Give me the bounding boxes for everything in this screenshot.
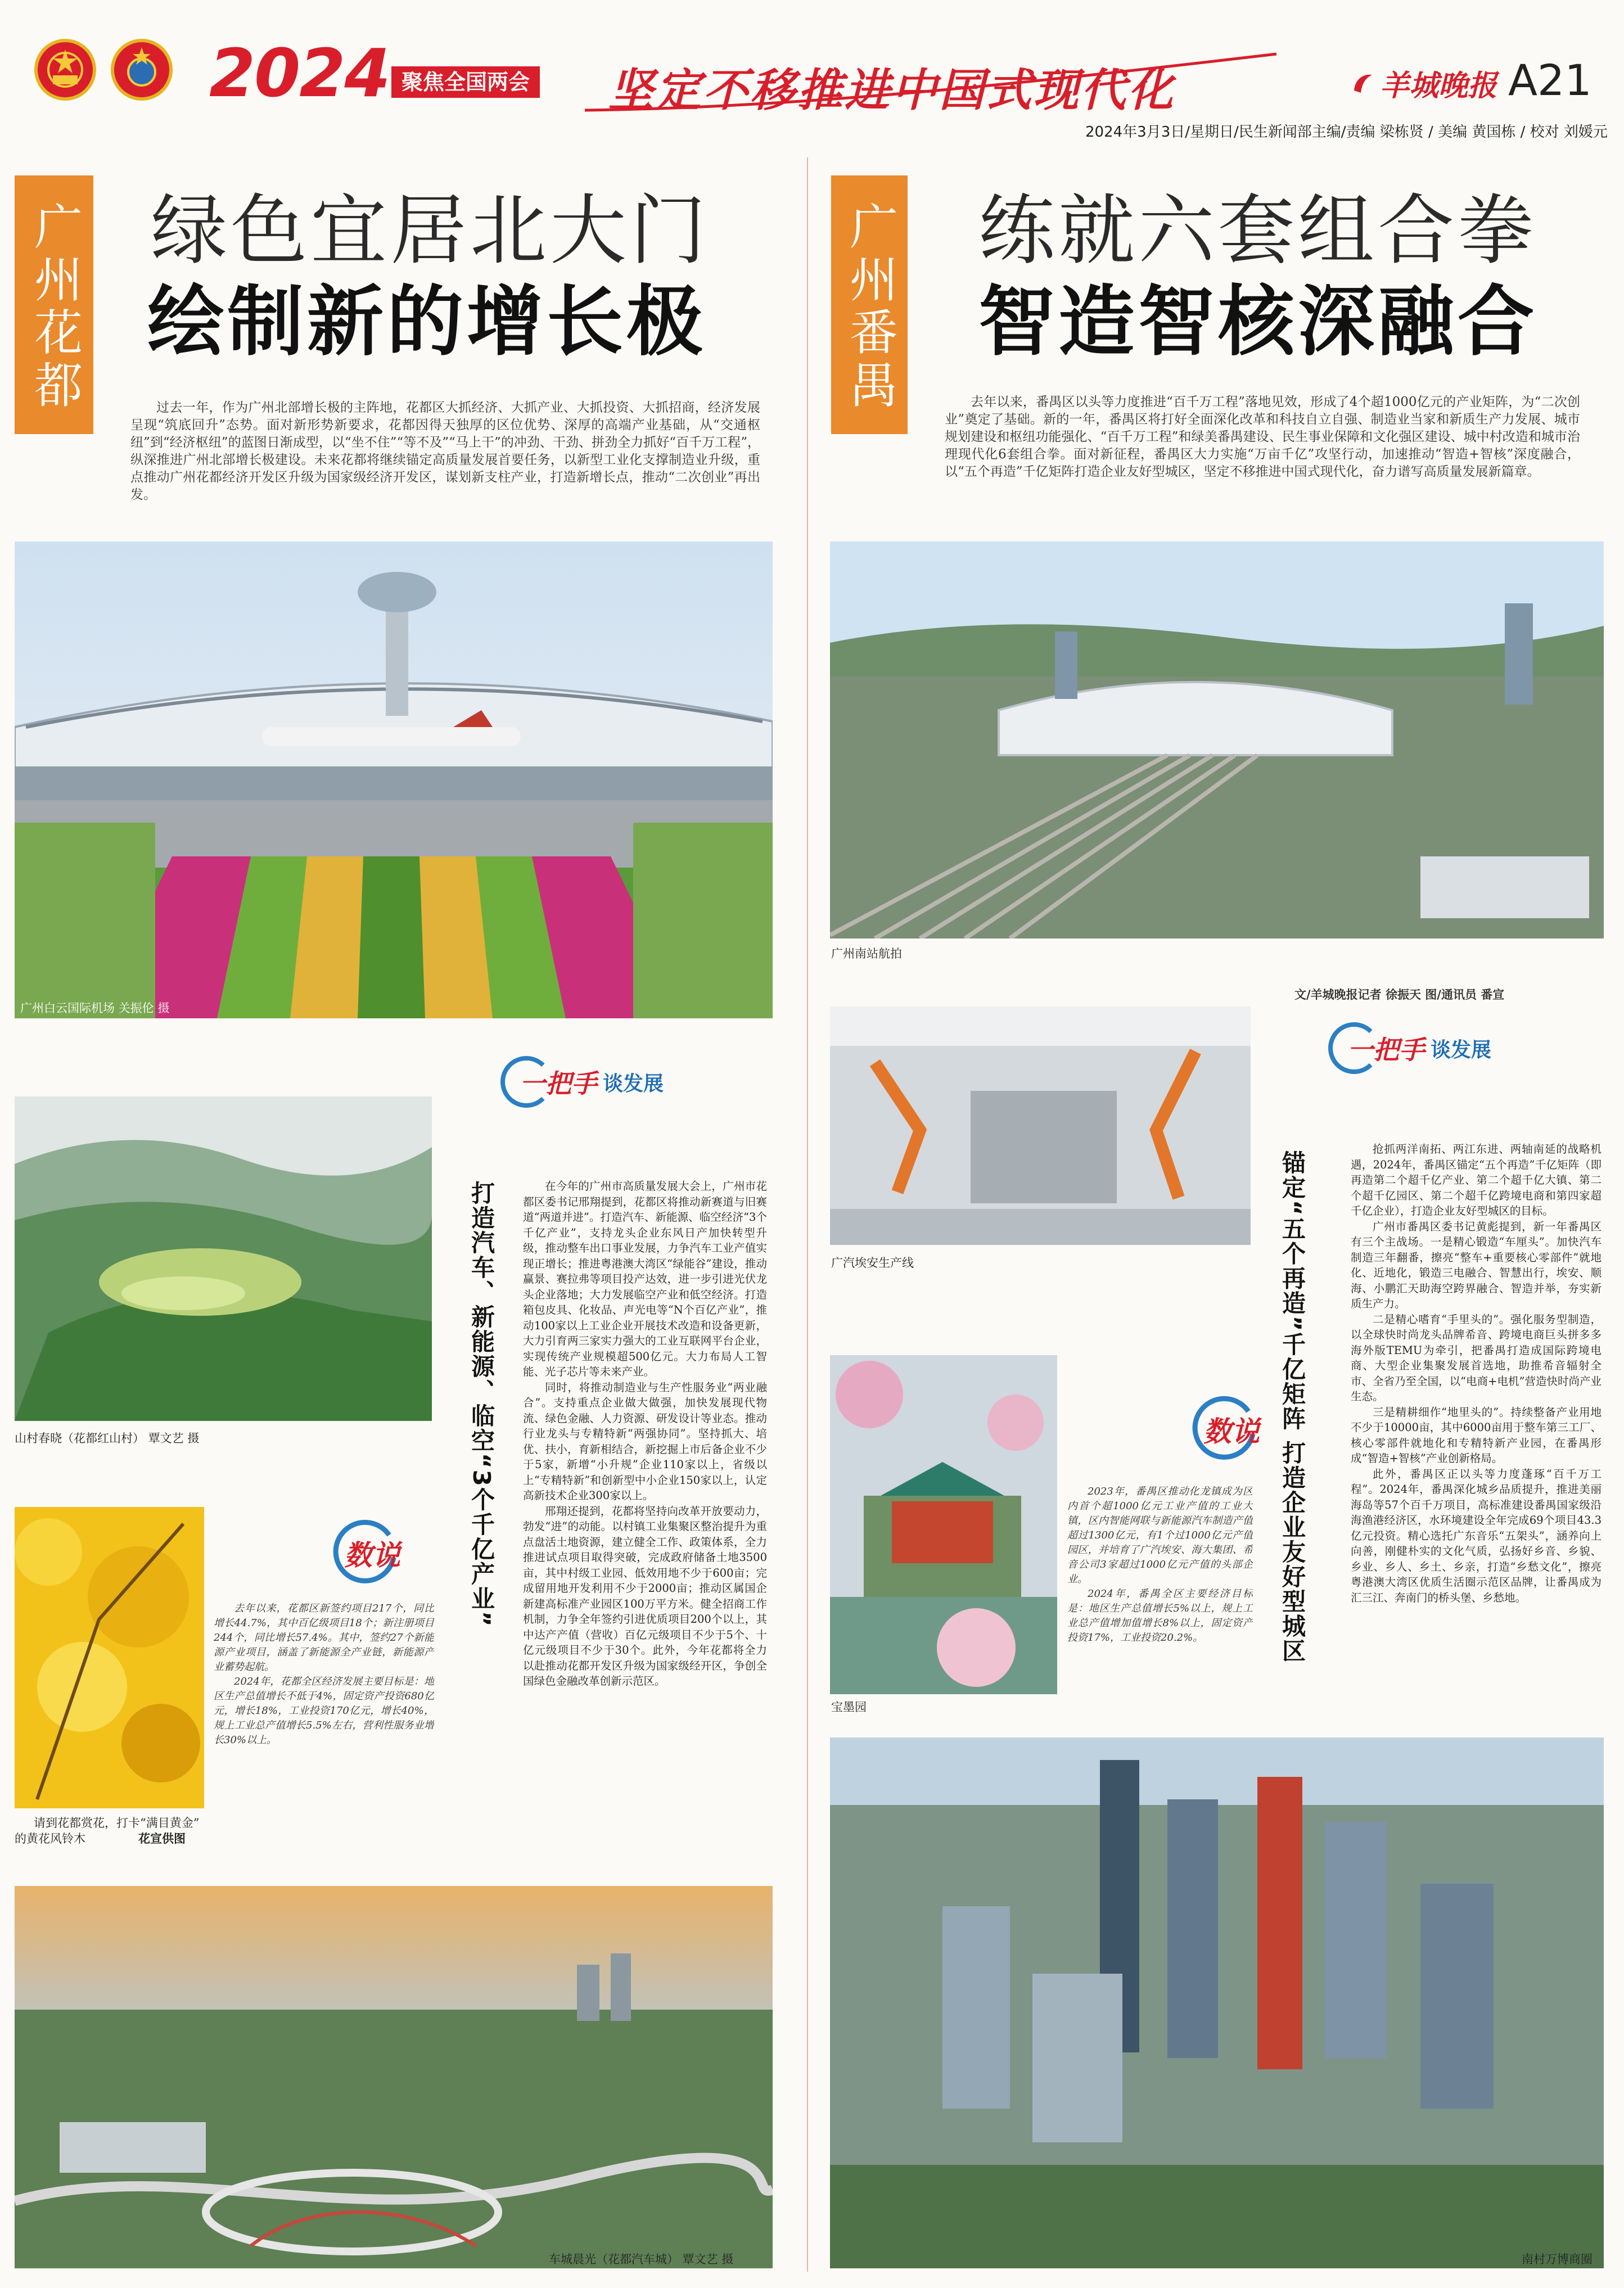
left-photo-carcity-caption: 车城晨光（花都汽车城） 覃文艺 摄 — [549, 2253, 734, 2266]
right-shu-label: 数说 — [1203, 1415, 1260, 1448]
right-photo-factory-caption: 广汽埃安生产线 — [831, 1256, 914, 1270]
garden-photo-image — [830, 1355, 1057, 1694]
right-article-p5: 此外，番禺区正以头等力度蓬琢“百千万工程”。2024年，番禺深化城乡品质提升，推进美丽海岛等57个百千万项目，高标准建设番禺国家级沿海渔港经济区，水环境建设全年完成69个项目43.3亿元投资。精心选托广东音乐“五架头”，涵养向上向善，刚健朴实的文化气质，弘扬好乡音、乡貌、乡业、乡人、乡土、乡亲，打造“乡愁文化”，擦亮粤港澳大湾区优质生活圈示范区品牌，让番禺成为汇三江、奔南门的桥头堡、乡愁地。 — [1351, 1467, 1602, 1604]
left-photo-flowers-caption-a: 请到花都赏花，打卡“满目黄金” — [34, 1816, 200, 1830]
right-photo-district-caption: 南村万博商圈 — [1522, 2253, 1593, 2266]
dateline: 2024年3月3日/星期日/民生新闻部主编/责编 梁栋贤 / 美编 黄国栋 / 校对 刘媛元 — [1085, 124, 1608, 141]
left-title-line2: 绘制新的增长极 — [147, 278, 706, 367]
right-badge-main: 一把手 — [1347, 1035, 1425, 1065]
left-shu-label: 数说 — [344, 1538, 400, 1572]
right-article-p4: 三是精耕细作“地里头的”。持续整备产业用地不少于10000亩，其中6000亩用于整车第三工厂、核心零部件就地化和专精特新产业园，在番禺形成“智造+智核”产业创新格局。 — [1351, 1405, 1602, 1465]
right-title-line1: 练就六套组合拳 — [978, 187, 1537, 276]
left-photo-airport-caption: 广州白云国际机场 关振伦 摄 — [20, 1001, 170, 1015]
right-article-p2: 广州市番禺区委书记黄彪提到，新一年番禺区有三个主战场。一是精心锻造“车厘头”。加快汽车制造三年翻番，擦亮“整车+重要核心零部件”就地化、近地化，锻造三电融合、智慧出行，埃安、顺海、小鹏汇天助海空跨界融合、智造并举，夯实新质生产力。 — [1351, 1220, 1602, 1310]
page-number: A21 — [1508, 55, 1592, 105]
right-photo-garden-caption: 宝墨园 — [831, 1700, 867, 1714]
left-photo-flowers — [15, 1507, 204, 1808]
right-section-label: 广州番禺 — [831, 180, 908, 434]
carcity-photo-image — [15, 1886, 773, 2268]
left-photo-village — [15, 1096, 432, 1421]
national-emblem-icon — [34, 38, 97, 101]
station-photo-image — [830, 541, 1604, 938]
right-byline: 文/羊城晚报记者 徐振天 图/通讯员 番宣 — [1294, 988, 1505, 1001]
right-lead: 去年以来，番禺区以头等力度推进“百千万工程”落地见效，形成了4个超1000亿元的产业矩阵，为“二次创业”奠定了基础。新的一年，番禺区将打好全面深化改革和科技自立自强、制造业当家和新质生产力发展、城市规划建设和枢纽功能强化、“百千万工程”和绿美番禺建设、民生事业保障和文化强区建设、城中村改造和城市治理现代化6套组合拳。面对新征程，番禺区大力实施“万亩千亿”攻坚行动，加速推动“智造+智核”深度融合，以“五个再造”千亿矩阵打造企业友好型城区，坚定不移推进中国式现代化，奋力谱写高质量发展新篇章。 — [945, 395, 1580, 479]
right-photo-station-caption: 广州南站航拍 — [831, 947, 902, 960]
column-divider — [807, 157, 808, 2272]
left-photo-flowers-credit: 花宣供图 — [138, 1831, 186, 1845]
left-shu-badge — [333, 1518, 400, 1586]
left-badge-main: 一把手 — [520, 1068, 597, 1099]
left-article-p3: 邢翔还提到，花都将坚持向改革开放要动力，勃发“进”的动能。以村镇工业集聚区整治提升为重点盘活土地资源，建立健全工作、政策体系，全力推进试点项目取得突破，完成政府储备土地3500亩，其中村级工业园、低效用地不少于600亩；完成留用地开发利用不少于2000亩；推动区属国企新建高标准产业园区100万平方米。健全招商工作机制，力争全年签约引进优质项目200个以上，其中达产产值（营收）百亿元级项目不少于5个、十亿元级项目不少于30个。此外，今年花都将全力以赴推动花都开发区升级为国家级经开区，争创全国绿色金融改革创新示范区。 — [523, 1504, 767, 1687]
paper-name: 羊城晚报 — [1380, 69, 1497, 103]
right-vertical-headline: 锚定“五个再造”千亿矩阵 打造企业友好型城区 — [1279, 1150, 1306, 1663]
right-title-line2: 智造智核深融合 — [978, 278, 1537, 367]
left-section-label: 广州花都 — [15, 180, 93, 434]
left-photo-village-caption: 山村春晓（花都红山村） 覃文艺 摄 — [15, 1432, 200, 1445]
left-photo-airport — [15, 541, 773, 1018]
left-stat-p1: 去年以来，花都区新签约项目217个，同比增长44.7%，其中百亿级项目18个；新注册项目244个，同比增长57.4%。其中，签约27个新能源产业项目，涵盖了新能源全产业链，新能源产业蓄势起航。 — [214, 1603, 434, 1673]
cppcc-emblem-icon — [110, 38, 173, 101]
factory-photo-image — [830, 1007, 1251, 1245]
left-stat-p2: 2024年，花都全区经济发展主要目标是：地区生产总值增长不低于4%，固定资产投资680亿元，增长18%，工业投资170亿元，增长40%，规上工业总产值增长5.5%左右，营利性服务业增长30%以上。 — [214, 1676, 434, 1746]
left-vertical-headline: 打造汽车、新能源、临空“3个千亿产业” — [468, 1181, 495, 1628]
left-article-p2: 同时，将推动制造业与生产性服务业“两业融合”。支持重点企业做大做强，加快发展现代物流、绿色金融、人力资源、研发设计等业态。推动行业龙头与专精特新“两强协同”。坚持抓大、培优、扶小，育新相结合，新挖掘上市后备企业不少于5家，新增“小升规”企业110家以上，省级以上“专精特新”和创新型中小企业150家以上，认定高新技术企业300家以上。 — [523, 1380, 767, 1502]
left-badge-sub: 谈发展 — [603, 1072, 664, 1095]
district-photo-image — [830, 1738, 1604, 2268]
left-stat-text — [214, 1601, 434, 1849]
left-yibashou-badge — [500, 1056, 664, 1108]
village-photo-image — [15, 1096, 432, 1421]
right-shu-badge — [1192, 1395, 1260, 1462]
left-title-line1: 绿色宜居北大门 — [151, 187, 710, 276]
airport-photo-image — [15, 541, 773, 1018]
right-photo-garden — [830, 1355, 1057, 1694]
masthead-year: 2024 — [209, 34, 390, 112]
right-photo-station — [830, 541, 1604, 938]
right-stat-text — [1067, 1484, 1253, 1709]
masthead-tag: 聚焦全国两会 — [391, 66, 540, 98]
left-label-bracket — [15, 175, 93, 180]
left-article — [523, 1179, 767, 1896]
paper-logo-icon — [1350, 70, 1375, 96]
right-badge-sub: 谈发展 — [1431, 1038, 1492, 1062]
right-yibashou-badge — [1328, 1022, 1491, 1074]
right-photo-factory — [830, 1007, 1251, 1245]
left-photo-carcity — [15, 1886, 773, 2268]
masthead-slogan: 坚定不移推进中国式现代化 — [608, 64, 1175, 116]
right-article-p1: 抢抓两洋南拓、两江东进、两轴南延的战略机遇，2024年，番禺区锚定“五个再造”千亿矩阵（即再造第二个超千亿产业、第二个超千亿大镇、第二个超千亿园区、第二个超千亿跨境电商和第四家超千亿企业），打造企业友好型城区的目标。 — [1351, 1143, 1602, 1217]
masthead — [0, 0, 1624, 169]
right-label-bracket — [831, 175, 908, 180]
right-stat-p2: 2024年，番禺全区主要经济目标是：地区生产总值增长5%以上，规上工业总产值增加值增长8%以上，固定资产投资17%，工业投资20.2%。 — [1067, 1588, 1253, 1644]
left-article-p1: 在今年的广州市高质量发展大会上，广州市花都区委书记邢翔提到，花都区将推动新赛道与旧赛道“两道并进”。打造汽车、新能源、临空经济“3个千亿产业”，支持龙头企业东风日产加快转型升级，推动整车出口事业发展，力争汽车工业产值实现正增长；推进粤港澳大湾区“绿能谷”建设，推动赢景、赛拉弗等项目投产达效，进一步引进光伏龙头企业落地；大力发展临空产业和低空经济。打造箱包皮具、化妆品、声光电等“N个百亿产业”，推动100家以上工业企业开展技术改造和设备更新，大力引育两三家实力强大的工业互联网平台企业，实现传统产业规模超500亿元。大力布局人工智能、光子芯片等未来产业。 — [523, 1180, 767, 1378]
right-article-p3: 二是精心嗜育“手里头的”。强化服务型制造，以全球快时尚龙头品牌希音、跨境电商巨头拼多多海外版TEMU为牵引，把番禺打造成国际跨境电商、大型企业集聚发展首选地，助推希音辐射全市、全省乃至全国，以“电商+电机”营造快时尚产业生态。 — [1351, 1312, 1602, 1403]
paper-logo — [1350, 62, 1497, 104]
left-lead: 过去一年，作为广州北部增长极的主阵地，花都区大抓经济、大抓产业、大抓投资、大抓招商，经济发展呈现“筑底回升”态势。面对新形势新要求，花都因得天独厚的区位优势、深厚的高端产业基础，从“交通枢纽”到“经济枢纽”的蓝图日渐成型，以“坐不住”“等不及”“马上干”的冲劲、干劲、拼劲全力抓好“百千万工程”，纵深推进广州北部增长极建设。未来花都将继续锚定高质量发展首要任务，以新型工业化支撑制造业升级，重点推动广州花都经济开发区升级为国家级经济开发区，谋划新支柱产业，打造新增长点，推动“二次创业”再出发。 — [130, 400, 760, 502]
right-article — [1351, 1141, 1602, 1721]
flowers-photo-image — [15, 1507, 204, 1808]
right-photo-district — [830, 1738, 1604, 2268]
left-photo-flowers-caption-b: 的黄花风铃木 — [15, 1832, 85, 1845]
right-stat-p1: 2023年，番禺区推动化龙镇成为区内首个超1000亿元工业产值的工业大镇，区内智能网联与新能源汽车制造产值超过1300亿元，有1个过1000亿元产值园区，并培育了广汽埃安、海大集团、希音公司3家超过1000亿元产值的头部企业。 — [1067, 1486, 1253, 1585]
